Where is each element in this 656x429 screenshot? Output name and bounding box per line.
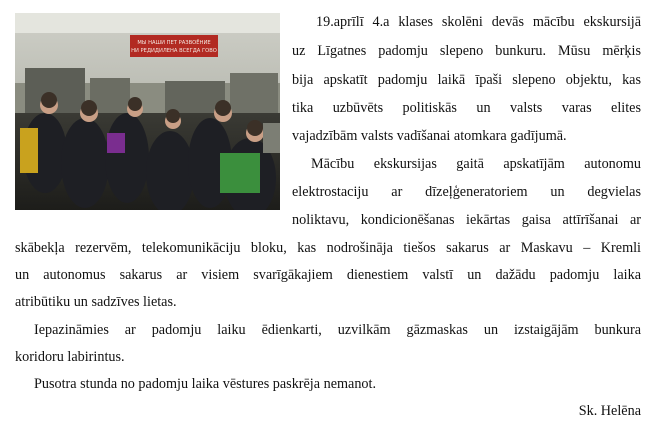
paragraph-2-line-1: Mācību ekskursijas gaitā apskatījām autonomu bbox=[311, 156, 641, 172]
banner-text-1: МЫ НАШИ ПЕТ РАЗВОЁНИЕ bbox=[137, 40, 211, 46]
paragraph-1-line-2: uz Līgatnes padomju slepeno bunkuru. Mūsu mērķis bbox=[292, 43, 641, 59]
group-photo-icon bbox=[15, 13, 280, 210]
excursion-photo bbox=[15, 13, 280, 210]
paragraph-1-line-3: bija apskatīt padomju laikā īpaši slepeno objektu, kas bbox=[292, 72, 641, 88]
signature: Sk. Helēna bbox=[578, 403, 641, 419]
paragraph-3-line-1: Iepazināmies ar padomju laiku ēdienkarti, uzvilkām gāzmaskas un izstaigājām bunkura bbox=[34, 322, 641, 338]
paragraph-1-line-4: tika uzbūvēts politiskās un valsts varas elites bbox=[292, 100, 641, 116]
paragraph-2-line-2: elektrostaciju ar dīzeļģeneratoriem un degvielas bbox=[292, 184, 641, 200]
paragraph-4-line-1: Pusotra stunda no padomju laika vēstures paskrēja nemanot. bbox=[34, 376, 376, 392]
paragraph-1-line-1: 19.aprīlī 4.a klases skolēni devās mācību ekskursijā bbox=[316, 14, 641, 30]
banner-text-2: НИ РЕДИДИЛЕНА ВСЕГДА ГОВО bbox=[131, 48, 217, 54]
paragraph-2-line-6: atribūtiku un sadzīves lietas. bbox=[15, 294, 177, 310]
paragraph-3-line-2: koridoru labirintus. bbox=[15, 349, 125, 365]
paragraph-1-line-5: vajadzībām valsts vadīšanai atomkara gadījumā. bbox=[292, 128, 567, 144]
paragraph-2-line-4: skābekļa rezervēm, telekomunikāciju bloku, kas nodrošināja tiešos sakarus ar Maskavu – Kremli bbox=[15, 240, 641, 256]
paragraph-2-line-5: un autonomus sakarus ar visiem svarīgākajiem dienestiem valstī un dažādu padomju laika bbox=[15, 267, 641, 283]
paragraph-2-line-3: noliktavu, kondicionēšanas iekārtas gaisa attīrīšanai ar bbox=[292, 212, 641, 228]
